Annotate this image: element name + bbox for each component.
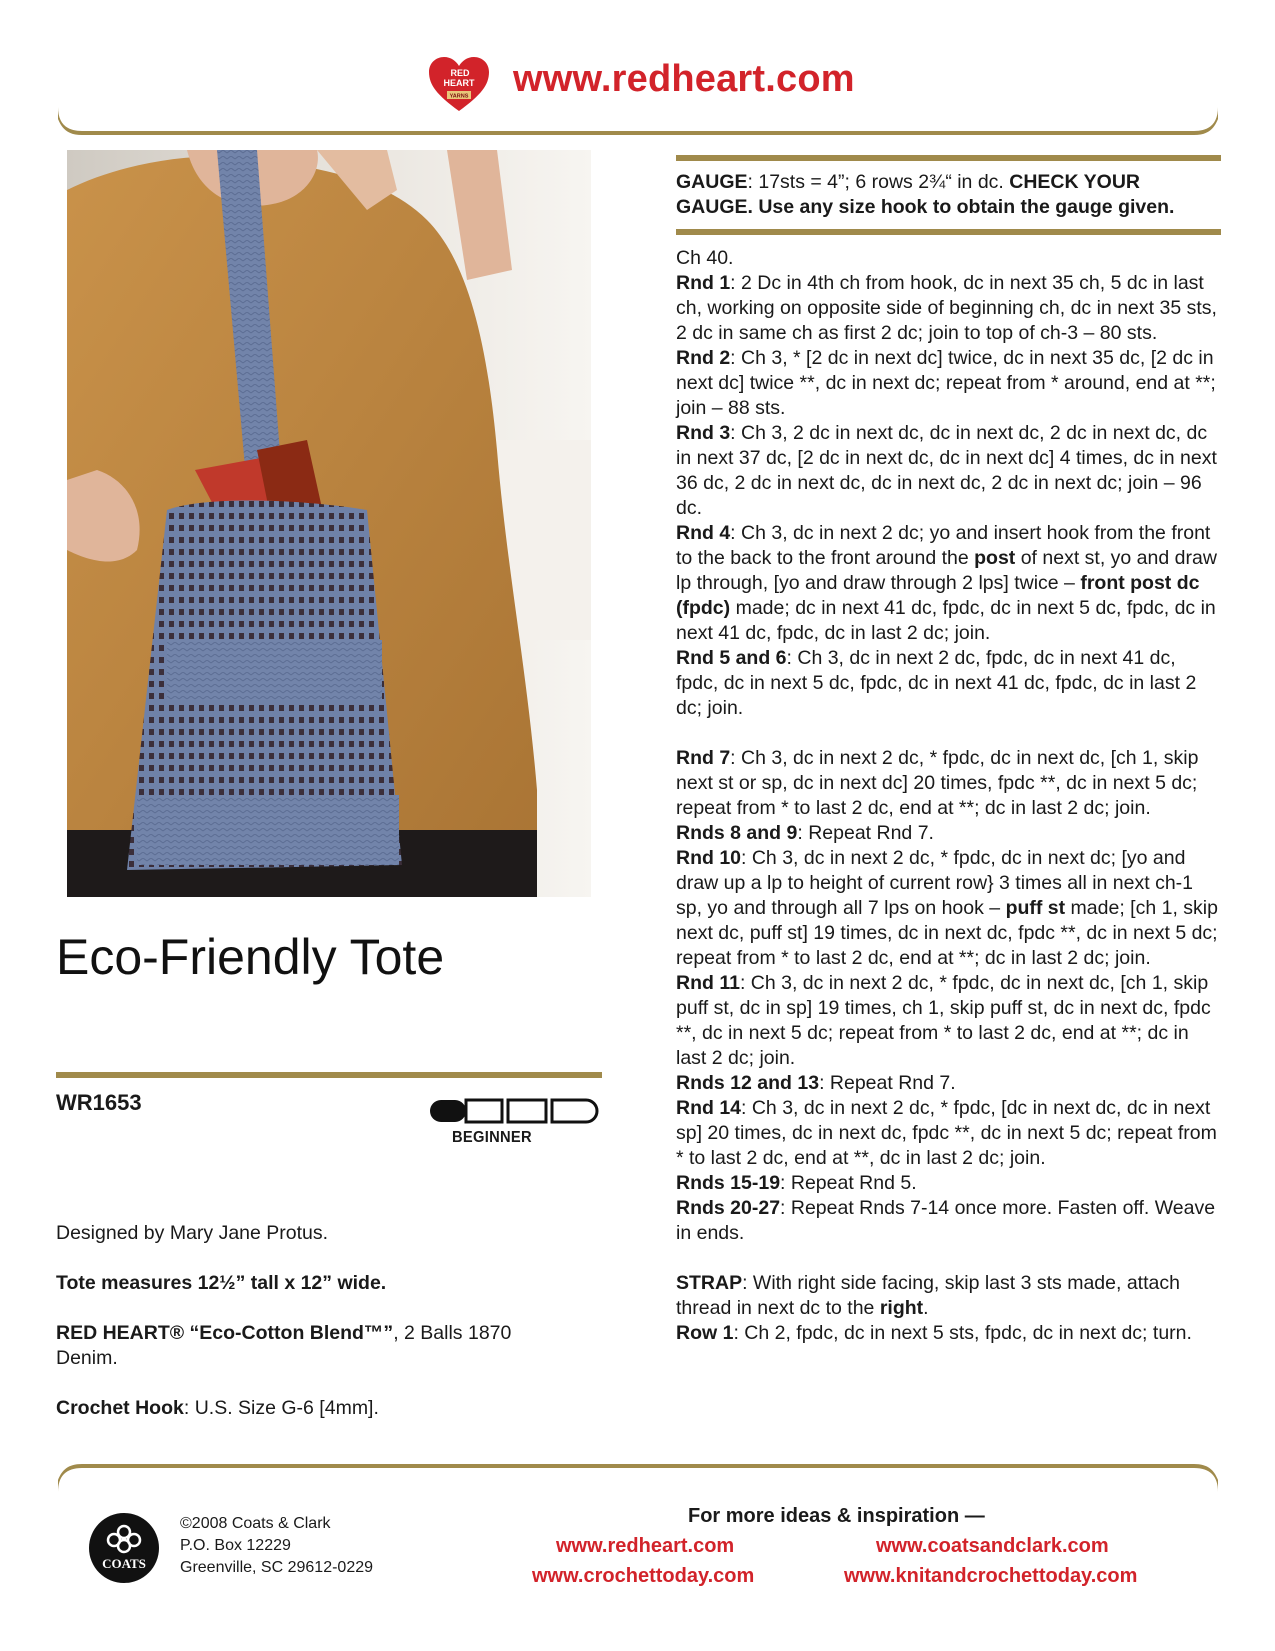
link-redheart[interactable]: www.redheart.com: [556, 1535, 735, 1557]
instruction-rnd20-27: [676, 1196, 1221, 1246]
link-coatsandclark[interactable]: www.coatsandclark.com: [876, 1535, 1109, 1557]
rnd1-text: : 2 Dc in 4th ch from hook, dc in next 35 ch, 5 dc in last ch, working on opposite side of beginning ch, dc in next 35 sts, 2 dc in same ch as first 2 dc; join to top of ch-3 – 80 sts.: [676, 272, 1217, 344]
gauge-text: : 17sts = 4”; 6 rows 2¾“ in dc.: [747, 171, 1010, 193]
instruction-rnd1: [676, 271, 1221, 346]
rnd4-text-c: made; dc in next 41 dc, fpdc, dc in next 5 dc, fpdc, dc in next 41 dc, fpdc, dc in last 2 dc; join.: [676, 597, 1216, 644]
skill-level-icon: [428, 1096, 602, 1126]
skill-level-label: BEGINNER: [452, 1129, 532, 1146]
address-line: P.O. Box 12229: [180, 1537, 291, 1554]
title-rule: [56, 1072, 602, 1078]
rnd11-label: Rnd 11: [676, 972, 740, 994]
hook-label: Crochet Hook: [56, 1397, 184, 1419]
rnd56-label: Rnd 5 and 6: [676, 647, 787, 669]
instruction-rnd14: [676, 1096, 1221, 1171]
instruction-rnd11: [676, 971, 1221, 1071]
rnd7-text: : Ch 3, dc in next 2 dc, * fpdc, dc in next dc, [ch 1, skip next st or sp, dc in next dc] 20 times, fpdc **, dc in next 5 dc; repeat from * to last 2 dc, end at **; dc in last 2 dc; join.: [676, 747, 1199, 819]
strap-text-b: .: [923, 1297, 929, 1319]
address: [180, 1513, 373, 1579]
rnd1213-text: : Repeat Rnd 7.: [819, 1072, 956, 1094]
rnd14-label: Rnd 14: [676, 1097, 742, 1119]
gauge-label: GAUGE: [676, 171, 748, 193]
instruction-rnd3: [676, 421, 1221, 521]
gauge-check: CHECK YOUR GAUGE. Use any size hook to obtain the gauge given.: [676, 171, 1175, 218]
yarn-detail: , 2 Balls 1870 Denim.: [56, 1322, 512, 1369]
instruction-rnd8-9: [676, 821, 1221, 846]
rnd4-text-b: of next st, yo and draw lp through, [yo and draw through 2 lps] twice –: [676, 547, 1217, 594]
hook-info: [56, 1396, 576, 1421]
strap-text-a: : With right side facing, skip last 3 sts made, attach thread in next dc to the: [676, 1272, 1180, 1319]
rnd2-text: : Ch 3, * [2 dc in next dc] twice, dc in next 35 dc, [2 dc in next dc] twice **, dc in next dc; repeat from * around, end at **; join – 88 sts.: [676, 347, 1216, 419]
link-knitandcrochettoday[interactable]: www.knitandcrochettoday.com: [844, 1565, 1138, 1587]
instruction-row1: [676, 1321, 1221, 1346]
instruction-rnd15-19: [676, 1171, 1221, 1196]
rnd10-label: Rnd 10: [676, 847, 742, 869]
yarn-info: [56, 1321, 556, 1371]
instruction-rnd7: [676, 746, 1221, 821]
rnd11-text: : Ch 3, dc in next 2 dc, * fpdc, dc in next dc, [ch 1, skip puff st, dc in sp] 19 times, ch 1, skip puff st, dc in next dc, fpdc **, dc in next 5 dc; repeat from * to last 2 dc, end at **; dc in last 2 dc; join.: [676, 972, 1211, 1069]
row1-label: Row 1: [676, 1322, 734, 1344]
link-crochettoday[interactable]: www.crochettoday.com: [532, 1565, 755, 1587]
instruction-rnd10: [676, 846, 1221, 971]
coats-logo[interactable]: [88, 1512, 160, 1584]
rnd1213-label: Rnds 12 and 13: [676, 1072, 820, 1094]
designer: Designed by Mary Jane Protus.: [56, 1222, 329, 1244]
photo-illustration: [67, 150, 591, 897]
rnd7-label: Rnd 7: [676, 747, 731, 769]
instruction-rnd5-6: [676, 646, 1221, 721]
rnd3-text: : Ch 3, 2 dc in next dc, dc in next dc, 2 dc in next dc, dc in next 37 dc, [2 dc in next dc, dc in next dc] 4 times, dc in next 36 dc, 2 dc in next dc, dc in next dc, 2 dc in next dc; join – 96 dc.: [676, 422, 1217, 519]
instruction-ch40: Ch 40.: [676, 247, 734, 269]
rnd14-text: : Ch 3, dc in next 2 dc, * fpdc, [dc in next dc, dc in next sp] 20 times, dc in next dc, fpdc **, dc in next 5 dc; repeat from * to last 2 dc, end at **, dc in last 2 dc; join.: [676, 1097, 1217, 1169]
rnd4-fpdc: front post dc (fpdc): [676, 572, 1200, 619]
header-divider: [58, 95, 1218, 135]
rnd10-puff: puff st: [1005, 897, 1066, 919]
gauge-top-rule: [676, 155, 1221, 161]
coats-logo-text: COATS: [102, 1556, 146, 1571]
strap-label: STRAP: [676, 1272, 743, 1294]
rnd2027-label: Rnds 20-27: [676, 1197, 781, 1219]
strap-right: right: [879, 1297, 924, 1319]
instruction-strap: [676, 1271, 1221, 1321]
yarn-name: RED HEART® “Eco-Cotton Blend™”: [56, 1322, 394, 1344]
footer-divider: [58, 1464, 1218, 1504]
rnd2-label: Rnd 2: [676, 347, 731, 369]
instruction-rnd2: [676, 346, 1221, 421]
rnd4-post: post: [974, 547, 1016, 569]
product-photo: [67, 150, 591, 897]
rnd4-label: Rnd 4: [676, 522, 731, 544]
gauge-section: [676, 170, 1221, 220]
logo-text-yarns: YARNS: [449, 93, 469, 100]
footer-heading: For more ideas & inspiration —: [688, 1505, 985, 1527]
rnd1-label: Rnd 1: [676, 272, 731, 294]
row1-text: : Ch 2, fpdc, dc in next 5 sts, fpdc, dc in next dc; turn.: [733, 1322, 1192, 1344]
spacer: [676, 721, 1221, 746]
rnd1519-label: Rnds 15-19: [676, 1172, 781, 1194]
pattern-number: WR1653: [56, 1090, 142, 1115]
rnd89-text: : Repeat Rnd 7.: [797, 822, 934, 844]
logo-text-heart: HEART: [443, 78, 475, 88]
hook-detail: : U.S. Size G-6 [4mm].: [183, 1397, 379, 1419]
site-url-header[interactable]: www.redheart.com: [513, 58, 855, 100]
rnd89-label: Rnds 8 and 9: [676, 822, 798, 844]
gauge-bottom-rule: [676, 229, 1221, 235]
instruction-rnd4: [676, 521, 1221, 646]
rnd3-label: Rnd 3: [676, 422, 731, 444]
instructions: [676, 246, 1221, 1346]
measurements: Tote measures 12½” tall x 12” wide.: [56, 1272, 387, 1294]
page-title: Eco-Friendly Tote: [56, 929, 445, 985]
rnd10-text-b: made; [ch 1, skip next dc, puff st] 19 times, dc in next dc, fpdc **, dc in next 5 dc; repeat from * to last 2 dc, end at **; dc in last 2 dc; join.: [676, 897, 1218, 969]
rnd56-text: : Ch 3, dc in next 2 dc, fpdc, dc in next 41 dc, fpdc, dc in next 5 dc, fpdc, dc in next 41 dc, fpdc, dc in last 2 dc; join.: [676, 647, 1197, 719]
instruction-rnd12-13: [676, 1071, 1221, 1096]
rnd2027-text: : Repeat Rnds 7-14 once more. Fasten off. Weave in ends.: [676, 1197, 1216, 1244]
rnd4-text-a: : Ch 3, dc in next 2 dc; yo and insert hook from the front to the back to the front around the: [676, 522, 1211, 569]
address-line: Greenville, SC 29612-0229: [180, 1559, 374, 1576]
rnd1519-text: : Repeat Rnd 5.: [780, 1172, 917, 1194]
address-line: ©2008 Coats & Clark: [180, 1515, 331, 1532]
rnd10-text-a: : Ch 3, dc in next 2 dc, * fpdc, dc in next dc; [yo and draw up a lp to height of current row} 3 times all in next ch-1 sp, yo and through all 7 lps on hook –: [676, 847, 1194, 919]
spacer: [676, 1246, 1221, 1271]
logo-text-red: RED: [450, 68, 470, 78]
